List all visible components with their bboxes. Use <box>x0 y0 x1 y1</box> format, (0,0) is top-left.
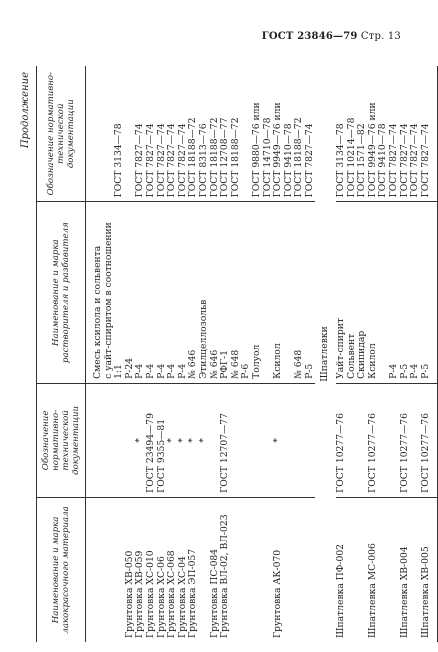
header-material: Наименование и марка лакокрасочного материала <box>37 497 86 642</box>
cell-material-doc: * <box>273 383 284 497</box>
table-row <box>421 66 432 642</box>
cell-solvent-doc: ГОСТ 7827—74 <box>155 123 167 198</box>
table-body <box>86 66 438 642</box>
cell-solvent: Р-5 <box>421 202 432 384</box>
table-row <box>252 66 263 642</box>
cell-material-doc <box>347 383 358 497</box>
cell-solvent-doc: ГОСТ 3134—78 <box>113 123 125 198</box>
cell-solvent-doc: ГОСТ 14710—78 <box>261 117 273 198</box>
section-row <box>315 66 336 642</box>
cell-material-doc <box>93 383 104 497</box>
cell-solvent-doc: ГОСТ 10214—78 <box>345 117 357 198</box>
cell-material-doc: ГОСТ 23494—79 <box>146 383 157 497</box>
cell-material: Грунтовка АК-070 <box>273 497 284 642</box>
standard-number: ГОСТ 23846—79 <box>261 31 358 42</box>
cell-material-doc <box>104 383 115 497</box>
cell-solvent: № 648 <box>231 202 242 384</box>
cell-material: Шпатлевка МС-006 <box>368 497 379 642</box>
spec-table <box>36 66 438 642</box>
cell-solvent: Ксилол <box>273 202 284 384</box>
cell-solvent-doc: ГОСТ 9410—78 <box>377 123 389 198</box>
cell-material-doc: * <box>178 383 189 497</box>
cell-material <box>231 497 242 642</box>
cell-solvent-doc: ГОСТ 7827—74 <box>409 123 421 198</box>
cell-solvent-doc: ГОСТ 9410—78 <box>282 123 294 198</box>
header-material-doc: Обозначение нормативно-технической документации <box>37 383 86 497</box>
cell-solvent-doc: ГОСТ 7827—74 <box>419 123 431 198</box>
cell-material-doc: * <box>167 383 178 497</box>
cell-material-doc: * <box>135 383 146 497</box>
cell-solvent: Р-4 <box>146 202 157 384</box>
page-header <box>262 31 401 42</box>
cell-material <box>347 497 358 642</box>
cell-solvent-doc <box>93 66 104 202</box>
cell-material: Шпатлевка ХВ-005 <box>421 497 432 642</box>
cell-solvent: Р-5 <box>305 202 316 384</box>
cell-material <box>252 497 263 642</box>
cell-solvent-doc: ГОСТ 7827—74 <box>166 123 178 198</box>
cell-solvent-doc: ГОСТ 18188—72 <box>187 117 199 198</box>
cell-material-doc: * <box>188 383 199 497</box>
cell-solvent: № 646 <box>210 202 221 384</box>
rotated-table-area <box>20 66 431 642</box>
cell-solvent-doc: ГОСТ 8313—76 <box>197 123 209 198</box>
cell-solvent-doc: ГОСТ 9949—76 или <box>272 102 284 198</box>
cell-solvent: Р-6 <box>241 202 252 384</box>
cell-material <box>305 497 316 642</box>
table-row <box>146 66 157 642</box>
cell-solvent: Р-24 <box>125 202 136 384</box>
cell-material <box>378 497 389 642</box>
cell-material <box>294 497 305 642</box>
cell-material: Грунтовка ХС-06 <box>157 497 168 642</box>
cell-solvent: Р-4 <box>167 202 178 384</box>
cell-material <box>284 497 295 642</box>
table-header-row <box>37 66 86 642</box>
cell-material-doc <box>114 383 125 497</box>
cell-solvent <box>378 202 389 384</box>
cell-solvent-doc: ГОСТ 9949—76 или <box>366 102 378 198</box>
table-row <box>199 66 210 642</box>
cell-material-doc <box>305 383 316 497</box>
rotated-content <box>20 66 431 642</box>
cell-solvent: Смесь ксилола и сольвента <box>93 202 104 384</box>
cell-material-doc <box>284 383 295 497</box>
cell-solvent: Р-5 <box>400 202 411 384</box>
cell-material: Грунтовка ЭП-057 <box>188 497 199 642</box>
cell-material <box>199 497 210 642</box>
cell-material: Шпатлевка ПФ-002 <box>336 497 347 642</box>
cell-solvent: РФГ-1 <box>220 202 231 384</box>
cell-material-doc: ГОСТ 10277—76 <box>421 383 432 497</box>
page-number: Стр. 13 <box>360 31 401 42</box>
cell-solvent-doc: ГОСТ 7827—74 <box>144 123 156 198</box>
cell-material-doc <box>252 383 263 497</box>
cell-solvent: Ксилол <box>368 202 379 384</box>
table-row <box>231 66 242 642</box>
cell-solvent-doc: ГОСТ 7827—74 <box>176 123 188 198</box>
cell-solvent: Этилцеллозольв <box>199 202 210 384</box>
cell-material: Грунтовка ВЛ-02, ВЛ-023 <box>220 497 231 642</box>
cell-material: Грунтовка ХВ-050 <box>125 497 136 642</box>
cell-solvent: Р-4 <box>410 202 421 384</box>
cell-solvent: № 646 <box>188 202 199 384</box>
cell-solvent: Сольвент <box>347 202 358 384</box>
cell-material-doc <box>241 383 252 497</box>
cell-solvent-doc: ГОСТ 7827—74 <box>388 123 400 198</box>
cell-solvent-doc: ГОСТ 9880—76 или <box>250 102 262 198</box>
cell-material: Шпатлевка ХВ-004 <box>400 497 411 642</box>
cell-solvent: с уайт-спиритом в соотношении <box>104 202 115 384</box>
cell-material-doc: ГОСТ 12707—77 <box>220 383 231 497</box>
cell-solvent-doc: ГОСТ 18188—72 <box>293 117 305 198</box>
cell-solvent: Р-4 <box>157 202 168 384</box>
cell-material-doc: * <box>199 383 210 497</box>
cell-material-doc: ГОСТ 10277—76 <box>400 383 411 497</box>
cell-material-doc: ГОСТ 10277—76 <box>368 383 379 497</box>
cell-solvent-doc: ГОСТ 1571—82 <box>356 123 368 198</box>
cell-material: Грунтовка ПС-084 <box>210 497 221 642</box>
section-title: Шпатлевки <box>319 326 331 382</box>
cell-solvent-doc: ГОСТ 7827—74 <box>303 123 315 198</box>
cell-material <box>241 497 252 642</box>
cell-solvent-doc: ГОСТ 7827—74 <box>398 123 410 198</box>
cell-material-doc: ГОСТ 9355—81 <box>157 383 168 497</box>
cell-solvent: Р-4 <box>389 202 400 384</box>
cell-material-doc <box>294 383 305 497</box>
cell-material-doc: ГОСТ 10277—76 <box>336 383 347 497</box>
table-row <box>305 66 316 642</box>
cell-solvent-doc: ГОСТ 18188—72 <box>229 117 241 198</box>
cell-material: Грунтовка ХС-068 <box>167 497 178 642</box>
cell-solvent: Р-4 <box>178 202 189 384</box>
header-solvent: Наименование и марка растворителя и разбавителя <box>37 202 86 384</box>
cell-solvent: Р-4 <box>135 202 146 384</box>
cell-solvent: Скипидар <box>357 202 368 384</box>
cell-material <box>104 497 115 642</box>
cell-solvent-doc: ГОСТ 3134—78 <box>335 123 347 198</box>
cell-solvent: № 648 <box>294 202 305 384</box>
header-solvent-doc: Обозначение нормативно-технической документации <box>37 66 86 202</box>
cell-material: Грунтовка ХС-010 <box>146 497 157 642</box>
cell-solvent: Уайт-спирит <box>336 202 347 384</box>
cell-solvent: 1:1 <box>114 202 125 384</box>
continuation-label: Продолжение <box>20 72 31 149</box>
cell-material-doc <box>378 383 389 497</box>
cell-solvent: Толуол <box>252 202 263 384</box>
cell-material: Грунтовка ХС-04 <box>178 497 189 642</box>
cell-solvent-doc: ГОСТ 18188—72 <box>208 117 220 198</box>
cell-solvent-doc: ГОСТ 12708—77 <box>219 117 231 198</box>
cell-material-doc <box>231 383 242 497</box>
cell-solvent-doc: ГОСТ 7827—74 <box>134 123 146 198</box>
table-row <box>93 66 104 642</box>
cell-material <box>93 497 104 642</box>
cell-material: Грунтовка ХВ-059 <box>135 497 146 642</box>
